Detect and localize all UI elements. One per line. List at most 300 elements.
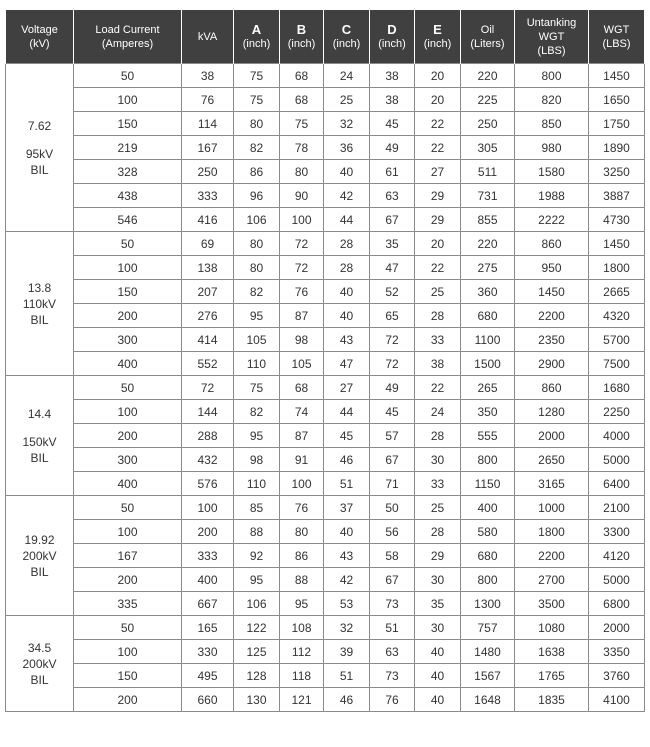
table-cell: 33 — [415, 328, 461, 352]
table-cell: 105 — [280, 352, 324, 376]
column-header-letter: C — [341, 21, 352, 37]
table-cell: 50 — [74, 232, 182, 256]
table-cell: 555 — [461, 424, 515, 448]
table-row — [6, 400, 645, 424]
column-header-line: WGT — [538, 30, 565, 43]
table-cell: 1800 — [589, 256, 645, 280]
table-cell: 2200 — [515, 304, 589, 328]
table-cell: 51 — [370, 616, 415, 640]
table-cell: 38 — [370, 88, 415, 112]
table-cell: 30 — [415, 448, 461, 472]
table-cell: 330 — [182, 640, 234, 664]
column-header-line: Oil — [480, 23, 495, 36]
table-cell: 667 — [182, 592, 234, 616]
table-cell: 82 — [234, 280, 280, 304]
table-row — [6, 688, 645, 712]
table-cell: 360 — [461, 280, 515, 304]
table-cell: 87 — [280, 304, 324, 328]
table-cell: 42 — [324, 568, 370, 592]
table-cell: 660 — [182, 688, 234, 712]
table-cell: 75 — [234, 64, 280, 88]
table-cell: 800 — [515, 64, 589, 88]
table-row — [6, 424, 645, 448]
table-row — [6, 568, 645, 592]
table-cell: 49 — [370, 136, 415, 160]
table-cell: 580 — [461, 520, 515, 544]
table-cell: 38 — [182, 64, 234, 88]
table-cell: 52 — [370, 280, 415, 304]
table-row — [6, 304, 645, 328]
table-cell: 61 — [370, 160, 415, 184]
column-header-line: Load Current — [95, 23, 160, 36]
table-row — [6, 616, 645, 640]
table-cell: 4000 — [589, 424, 645, 448]
table-cell: 72 — [182, 376, 234, 400]
table-cell: 43 — [324, 328, 370, 352]
table-cell: 29 — [415, 544, 461, 568]
table-cell: 219 — [74, 136, 182, 160]
table-cell: 1765 — [515, 664, 589, 688]
table-cell: 76 — [280, 280, 324, 304]
table-cell: 7500 — [589, 352, 645, 376]
table-cell: 50 — [370, 496, 415, 520]
table-cell: 1100 — [461, 328, 515, 352]
table-cell: 46 — [324, 448, 370, 472]
table-cell: 300 — [74, 448, 182, 472]
table-cell: 45 — [370, 400, 415, 424]
table-cell: 2000 — [589, 616, 645, 640]
table-cell: 800 — [461, 568, 515, 592]
table-cell: 305 — [461, 136, 515, 160]
table-cell: 1650 — [589, 88, 645, 112]
table-row — [6, 208, 645, 232]
table-cell: 67 — [370, 208, 415, 232]
table-cell: 2100 — [589, 496, 645, 520]
table-cell: 144 — [182, 400, 234, 424]
table-cell: 40 — [324, 304, 370, 328]
table-cell: 40 — [324, 520, 370, 544]
voltage-value: 34.5 — [27, 640, 52, 655]
table-cell: 150 — [74, 112, 182, 136]
table-cell: 121 — [280, 688, 324, 712]
table-cell: 980 — [515, 136, 589, 160]
table-cell: 96 — [234, 184, 280, 208]
table-cell: 32 — [324, 112, 370, 136]
table-cell: 57 — [370, 424, 415, 448]
table-row — [6, 592, 645, 616]
table-cell: 128 — [234, 664, 280, 688]
table-cell: 820 — [515, 88, 589, 112]
table-cell: 855 — [461, 208, 515, 232]
column-header — [589, 10, 645, 64]
table-cell: 47 — [324, 352, 370, 376]
table-cell: 100 — [182, 496, 234, 520]
table-cell: 2665 — [589, 280, 645, 304]
table-cell: 28 — [324, 256, 370, 280]
table-cell: 118 — [280, 664, 324, 688]
voltage-value: 19.92 — [24, 532, 55, 547]
table-cell: 3350 — [589, 640, 645, 664]
table-cell: 86 — [234, 160, 280, 184]
column-header-letter: E — [433, 21, 442, 37]
table-cell: 3300 — [589, 520, 645, 544]
table-cell: 1890 — [589, 136, 645, 160]
table-row — [6, 520, 645, 544]
table-cell: 350 — [461, 400, 515, 424]
table-cell: 400 — [182, 568, 234, 592]
bil-rating: 110kV — [22, 296, 57, 311]
table-cell: 40 — [415, 664, 461, 688]
table-cell: 40 — [415, 640, 461, 664]
table-cell: 68 — [280, 88, 324, 112]
table-cell: 100 — [74, 640, 182, 664]
table-cell: 45 — [324, 424, 370, 448]
table-cell: 72 — [280, 256, 324, 280]
table-cell: 400 — [461, 496, 515, 520]
table-cell: 5000 — [589, 568, 645, 592]
table-cell: 680 — [461, 304, 515, 328]
table-cell: 438 — [74, 184, 182, 208]
table-row — [6, 376, 645, 400]
table-cell: 1988 — [515, 184, 589, 208]
table-cell: 24 — [324, 64, 370, 88]
column-header — [370, 10, 415, 64]
table-cell: 167 — [182, 136, 234, 160]
table-cell: 37 — [324, 496, 370, 520]
table-cell: 1080 — [515, 616, 589, 640]
bil-rating: BIL — [30, 312, 49, 327]
table-cell: 276 — [182, 304, 234, 328]
voltage-spacer — [6, 422, 73, 434]
table-cell: 328 — [74, 160, 182, 184]
table-body — [6, 64, 645, 712]
table-cell: 2650 — [515, 448, 589, 472]
table-cell: 200 — [74, 424, 182, 448]
column-header-line: Voltage — [21, 23, 58, 36]
table-cell: 100 — [74, 88, 182, 112]
table-row — [6, 256, 645, 280]
table-cell: 32 — [324, 616, 370, 640]
table-cell: 50 — [74, 616, 182, 640]
table-cell: 114 — [182, 112, 234, 136]
table-cell: 65 — [370, 304, 415, 328]
table-cell: 80 — [234, 256, 280, 280]
table-row — [6, 448, 645, 472]
table-cell: 3250 — [589, 160, 645, 184]
voltage-value: 14.4 — [27, 406, 52, 421]
voltage-spacer — [6, 134, 73, 146]
table-cell: 1580 — [515, 160, 589, 184]
bil-rating: BIL — [30, 564, 49, 579]
table-cell: 495 — [182, 664, 234, 688]
column-header-line: (Amperes) — [101, 37, 154, 50]
table-cell: 105 — [234, 328, 280, 352]
table-cell: 25 — [415, 496, 461, 520]
table-cell: 68 — [280, 376, 324, 400]
table-cell: 100 — [74, 400, 182, 424]
table-cell: 76 — [370, 688, 415, 712]
table-cell: 51 — [324, 472, 370, 496]
table-cell: 2700 — [515, 568, 589, 592]
table-cell: 860 — [515, 376, 589, 400]
table-row — [6, 664, 645, 688]
table-cell: 138 — [182, 256, 234, 280]
column-header-line: (inch) — [332, 37, 361, 50]
table-cell: 150 — [74, 280, 182, 304]
table-row — [6, 472, 645, 496]
table-cell: 1450 — [589, 232, 645, 256]
table-row — [6, 184, 645, 208]
table-cell: 40 — [324, 160, 370, 184]
table-cell: 80 — [280, 520, 324, 544]
table-cell: 265 — [461, 376, 515, 400]
column-header-line: WGT — [603, 23, 630, 36]
table-cell: 1450 — [515, 280, 589, 304]
table-cell: 45 — [370, 112, 415, 136]
table-cell: 3887 — [589, 184, 645, 208]
table-cell: 1680 — [589, 376, 645, 400]
table-cell: 40 — [324, 280, 370, 304]
table-row — [6, 232, 645, 256]
table-cell: 731 — [461, 184, 515, 208]
table-cell: 29 — [415, 208, 461, 232]
table-cell: 91 — [280, 448, 324, 472]
table-cell: 67 — [370, 568, 415, 592]
bil-rating: 150kV — [22, 434, 57, 449]
spec-table-container — [5, 10, 645, 712]
table-cell: 860 — [515, 232, 589, 256]
table-cell: 29 — [415, 184, 461, 208]
table-cell: 300 — [74, 328, 182, 352]
table-cell: 200 — [74, 568, 182, 592]
table-cell: 30 — [415, 616, 461, 640]
table-cell: 28 — [415, 424, 461, 448]
column-header-line: (Liters) — [470, 37, 505, 50]
column-header — [515, 10, 589, 64]
table-cell: 20 — [415, 64, 461, 88]
table-cell: 98 — [280, 328, 324, 352]
table-cell: 1500 — [461, 352, 515, 376]
table-cell: 335 — [74, 592, 182, 616]
table-cell: 38 — [415, 352, 461, 376]
column-header-letter: B — [296, 21, 307, 37]
table-cell: 100 — [74, 520, 182, 544]
table-cell: 414 — [182, 328, 234, 352]
table-cell: 50 — [74, 376, 182, 400]
table-cell: 3500 — [515, 592, 589, 616]
table-cell: 850 — [515, 112, 589, 136]
table-cell: 165 — [182, 616, 234, 640]
table-cell: 80 — [234, 232, 280, 256]
table-cell: 25 — [415, 280, 461, 304]
table-row — [6, 64, 645, 88]
table-cell: 250 — [182, 160, 234, 184]
column-header-line: (LBS) — [537, 44, 566, 57]
table-cell: 75 — [234, 88, 280, 112]
table-cell: 800 — [461, 448, 515, 472]
table-cell: 333 — [182, 184, 234, 208]
transformer-spec-table — [5, 10, 645, 712]
table-cell: 4120 — [589, 544, 645, 568]
table-cell: 100 — [280, 208, 324, 232]
voltage-group-cell — [6, 232, 74, 376]
column-header — [415, 10, 461, 64]
column-header — [234, 10, 280, 64]
table-cell: 33 — [415, 472, 461, 496]
table-cell: 82 — [234, 400, 280, 424]
table-cell: 2900 — [515, 352, 589, 376]
table-cell: 43 — [324, 544, 370, 568]
column-header — [324, 10, 370, 64]
voltage-value: 13.8 — [27, 280, 52, 295]
voltage-group-cell — [6, 376, 74, 496]
table-cell: 576 — [182, 472, 234, 496]
table-cell: 50 — [74, 496, 182, 520]
table-cell: 511 — [461, 160, 515, 184]
table-cell: 20 — [415, 88, 461, 112]
bil-rating: 200kV — [22, 548, 57, 563]
column-header-line: (kV) — [29, 37, 50, 50]
bil-rating: BIL — [30, 450, 49, 465]
table-cell: 20 — [415, 232, 461, 256]
column-header-line: kVA — [197, 30, 218, 43]
table-cell: 150 — [74, 664, 182, 688]
table-cell: 100 — [74, 256, 182, 280]
voltage-group-cell — [6, 496, 74, 616]
table-cell: 22 — [415, 256, 461, 280]
column-header — [74, 10, 182, 64]
table-row — [6, 640, 645, 664]
table-cell: 40 — [415, 688, 461, 712]
table-cell: 35 — [415, 592, 461, 616]
table-cell: 225 — [461, 88, 515, 112]
table-cell: 6400 — [589, 472, 645, 496]
table-cell: 2200 — [515, 544, 589, 568]
table-cell: 4320 — [589, 304, 645, 328]
voltage-value: 7.62 — [27, 118, 52, 133]
table-cell: 30 — [415, 568, 461, 592]
table-cell: 552 — [182, 352, 234, 376]
table-cell: 49 — [370, 376, 415, 400]
table-cell: 72 — [370, 352, 415, 376]
table-cell: 3760 — [589, 664, 645, 688]
table-cell: 95 — [234, 304, 280, 328]
column-header-line: Untanking — [526, 16, 577, 29]
table-cell: 125 — [234, 640, 280, 664]
table-cell: 1835 — [515, 688, 589, 712]
table-cell: 24 — [415, 400, 461, 424]
voltage-group-cell — [6, 64, 74, 232]
table-cell: 546 — [74, 208, 182, 232]
table-cell: 75 — [234, 376, 280, 400]
table-row — [6, 136, 645, 160]
table-cell: 27 — [415, 160, 461, 184]
table-cell: 25 — [324, 88, 370, 112]
table-cell: 1280 — [515, 400, 589, 424]
table-cell: 680 — [461, 544, 515, 568]
table-cell: 98 — [234, 448, 280, 472]
table-cell: 39 — [324, 640, 370, 664]
table-cell: 108 — [280, 616, 324, 640]
table-cell: 73 — [370, 664, 415, 688]
table-cell: 200 — [182, 520, 234, 544]
table-row — [6, 352, 645, 376]
table-cell: 88 — [234, 520, 280, 544]
table-row — [6, 88, 645, 112]
table-cell: 71 — [370, 472, 415, 496]
table-cell: 2250 — [589, 400, 645, 424]
table-cell: 207 — [182, 280, 234, 304]
table-cell: 46 — [324, 688, 370, 712]
table-cell: 44 — [324, 400, 370, 424]
table-cell: 275 — [461, 256, 515, 280]
table-row — [6, 160, 645, 184]
table-cell: 88 — [280, 568, 324, 592]
table-cell: 2222 — [515, 208, 589, 232]
table-cell: 38 — [370, 64, 415, 88]
table-cell: 400 — [74, 472, 182, 496]
table-cell: 250 — [461, 112, 515, 136]
table-cell: 333 — [182, 544, 234, 568]
table-cell: 68 — [280, 64, 324, 88]
bil-rating: 95kV — [25, 146, 54, 161]
table-cell: 72 — [280, 232, 324, 256]
table-cell: 2350 — [515, 328, 589, 352]
table-cell: 220 — [461, 232, 515, 256]
table-cell: 1800 — [515, 520, 589, 544]
table-cell: 22 — [415, 376, 461, 400]
table-cell: 90 — [280, 184, 324, 208]
table-cell: 1567 — [461, 664, 515, 688]
table-cell: 95 — [234, 424, 280, 448]
table-cell: 106 — [234, 592, 280, 616]
column-header-letter: A — [251, 21, 262, 37]
table-cell: 44 — [324, 208, 370, 232]
table-cell: 50 — [74, 64, 182, 88]
table-cell: 130 — [234, 688, 280, 712]
table-cell: 76 — [182, 88, 234, 112]
table-cell: 56 — [370, 520, 415, 544]
table-cell: 42 — [324, 184, 370, 208]
bil-rating: BIL — [30, 162, 49, 177]
table-cell: 288 — [182, 424, 234, 448]
table-row — [6, 280, 645, 304]
table-cell: 47 — [370, 256, 415, 280]
column-header-line: (inch) — [378, 37, 406, 50]
table-cell: 1150 — [461, 472, 515, 496]
table-cell: 28 — [324, 232, 370, 256]
table-cell: 400 — [74, 352, 182, 376]
table-row — [6, 544, 645, 568]
table-cell: 432 — [182, 448, 234, 472]
table-cell: 110 — [234, 352, 280, 376]
table-cell: 1750 — [589, 112, 645, 136]
bil-rating: 200kV — [22, 656, 57, 671]
table-cell: 73 — [370, 592, 415, 616]
table-cell: 53 — [324, 592, 370, 616]
table-cell: 22 — [415, 136, 461, 160]
table-cell: 112 — [280, 640, 324, 664]
table-cell: 72 — [370, 328, 415, 352]
table-cell: 167 — [74, 544, 182, 568]
table-cell: 757 — [461, 616, 515, 640]
table-cell: 85 — [234, 496, 280, 520]
table-cell: 28 — [415, 304, 461, 328]
table-cell: 36 — [324, 136, 370, 160]
table-cell: 80 — [280, 160, 324, 184]
table-cell: 416 — [182, 208, 234, 232]
column-header-line: (inch) — [242, 37, 271, 50]
